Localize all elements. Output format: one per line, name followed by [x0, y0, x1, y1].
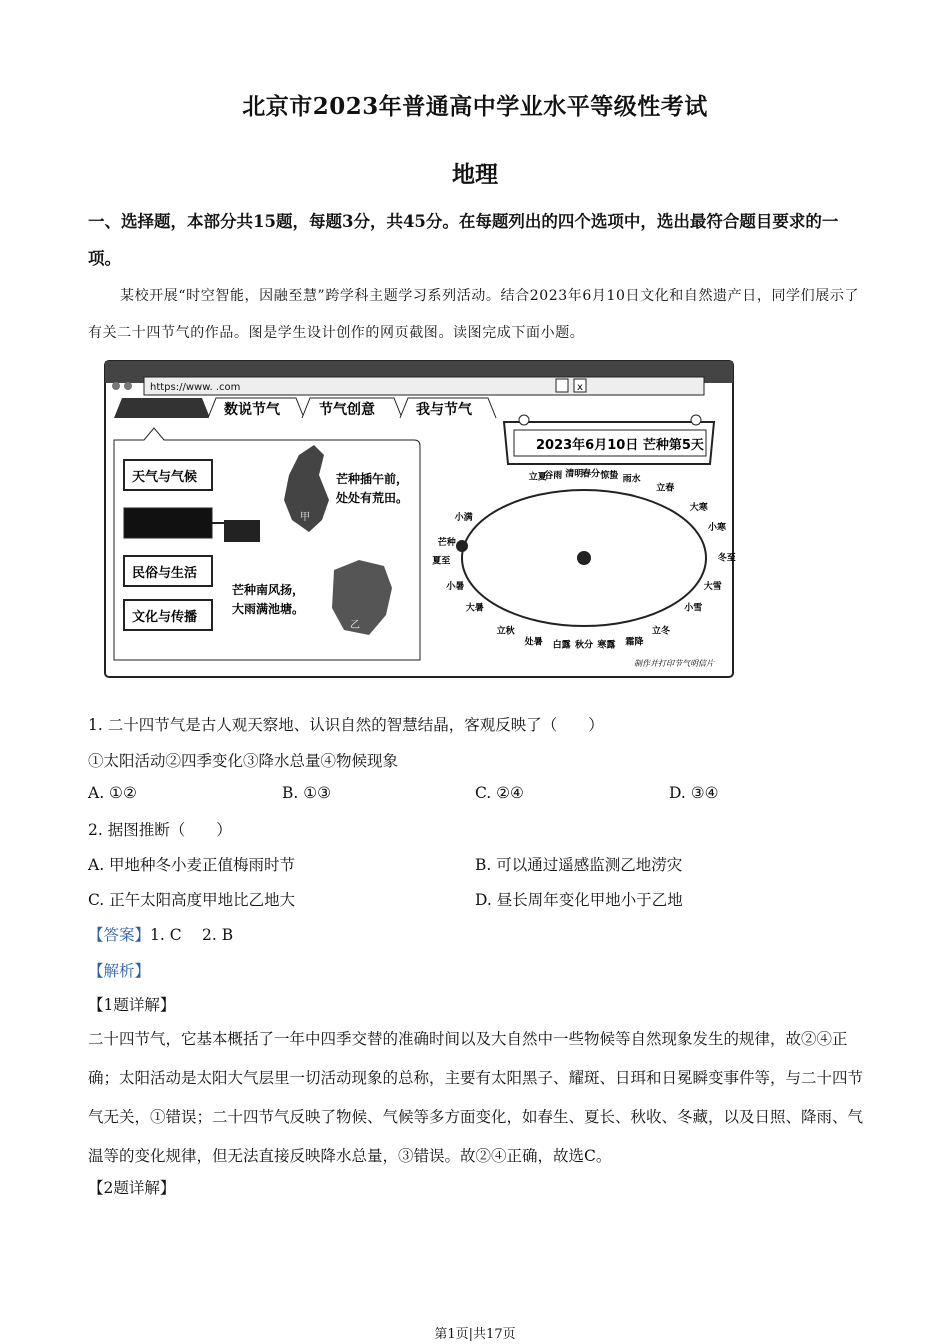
analysis-label: 【解析】 — [88, 962, 151, 980]
question-1-items: ①太阳活动②四季变化③降水总量④物候现象 — [88, 752, 399, 770]
solar-term-label: 立夏 — [528, 472, 547, 483]
answer-label: 【答案】 — [88, 926, 151, 944]
page-footer: 第1页|共17页 — [434, 1327, 516, 1342]
answer-line — [88, 923, 233, 945]
solar-term-label: 小寒 — [708, 523, 727, 534]
solar-term-label: 大暑 — [465, 603, 484, 614]
solar-term-label: 谷雨 — [544, 471, 563, 481]
solar-term-label: 立春 — [656, 483, 675, 494]
solar-term-label: 立秋 — [496, 626, 515, 637]
question-2: 2. 据图推断（ ） — [88, 821, 232, 839]
tab-label: 数说节气 — [224, 402, 280, 418]
q1-detail-label: 【1题详解】 — [88, 996, 176, 1014]
caption-jia: 处处有荒田。 — [336, 491, 409, 505]
solar-term-label: 小暑 — [446, 581, 465, 592]
earth-position-icon — [456, 540, 468, 552]
solar-term-label: 清明 — [565, 469, 584, 480]
exam-title: 北京市2023年普通高中学业水平等级性考试 — [242, 93, 708, 120]
menu-item: 文化与传播 — [132, 610, 198, 625]
tab-label: 节气创意 — [319, 402, 375, 418]
q2-option-a: A. 甲地种冬小麦正值梅雨时节 — [88, 856, 296, 874]
solar-term-label: 冬至 — [717, 553, 736, 564]
solar-term-label: 春分 — [582, 469, 601, 480]
solar-term-label: 小雪 — [684, 603, 703, 614]
solar-terms-webpage-figure — [104, 360, 734, 678]
intro-paragraph: 某校开展“时空智能，因融至慧”跨学科主题学习系列活动。结合2023年6月10日文化和自然遗产日，同学们展示了有关二十四节气的作品。图是学生设计创作的网页截图。读图完成下面小题。 — [88, 288, 860, 341]
tab-label: 我与节气 — [416, 402, 472, 418]
solar-term-label: 立冬 — [652, 626, 671, 637]
q1-explanation: 二十四节气，它基本概括了一年中四季交替的准确时间以及大自然中一些物候等自然现象发生的规律，故②④正确；太阳活动是太阳大气层里一切活动现象的总称，主要有太阳黑子、耀斑、日珥和日冕瞬变事件等，与二十四节气无关，①错误；二十四节气反映了物候、气候等多方面变化，如春生、夏长、秋收、冬藏，以及日照、降雨、气温等的变化规律，但无法直接反映降水总量，③错误。故②④正确，故选C。 — [88, 1030, 864, 1165]
q1-option-b: B. ①③ — [282, 784, 332, 802]
q2-option-b: B. 可以通过遥感监测乙地涝灾 — [475, 856, 683, 874]
sun-icon — [577, 551, 591, 565]
q1-option-d: D. ③④ — [669, 784, 719, 802]
q2-detail-label: 【2题详解】 — [88, 1179, 176, 1197]
close-icon: x — [577, 382, 583, 393]
caption-yi: 芒种南风扬， — [232, 583, 305, 597]
window-button-icon — [124, 382, 132, 390]
menu-item: 天气与气候 — [132, 470, 198, 485]
solar-term-label: 白露 — [552, 640, 571, 651]
solar-term-label: 夏至 — [432, 556, 451, 567]
solar-term-label: 芒种 — [437, 538, 456, 549]
date-banner: 2023年6月10日 芒种第5天 — [536, 438, 704, 453]
q2-option-c: C. 正午太阳高度甲地比乙地大 — [88, 891, 296, 909]
answer-text: 1. C 2. B — [150, 926, 234, 944]
solar-term-label: 惊蛰 — [600, 471, 619, 481]
q1-option-a: A. ①② — [88, 784, 137, 802]
solar-term-label: 秋分 — [575, 640, 594, 651]
map-jia-label: 甲 — [300, 512, 310, 523]
section-heading: 一、选择题，本部分共15题，每题3分，共45分。在每题列出的四个选项中，选出最符合题目要求的一项。 — [88, 212, 839, 268]
solar-term-label: 大雪 — [703, 581, 722, 592]
question-1: 1. 二十四节气是古人观天察地、认识自然的智慧结晶，客观反映了（ ） — [88, 716, 604, 734]
solar-term-label: 寒露 — [597, 640, 616, 651]
solar-term-label: 大寒 — [689, 502, 708, 513]
solar-term-label: 霜降 — [625, 637, 644, 648]
window-button-icon — [112, 382, 120, 390]
subject-title: 地理 — [452, 161, 498, 188]
map-yi-label: 乙 — [350, 620, 360, 631]
solar-term-label: 处暑 — [524, 637, 543, 648]
caption-jia: 芒种插午前， — [336, 472, 409, 486]
menu-item: 民俗与生活 — [132, 566, 198, 581]
solar-term-label: 小满 — [454, 513, 473, 523]
q1-option-c: C. ②④ — [475, 784, 524, 802]
address-url: https://www. .com — [150, 382, 241, 393]
caption-yi: 大雨满池塘。 — [232, 602, 305, 616]
q2-option-d: D. 昼长周年变化甲地小于乙地 — [475, 891, 683, 909]
solar-term-label: 雨水 — [622, 474, 641, 485]
credit: 制作并打印节气明信片 — [634, 659, 714, 668]
